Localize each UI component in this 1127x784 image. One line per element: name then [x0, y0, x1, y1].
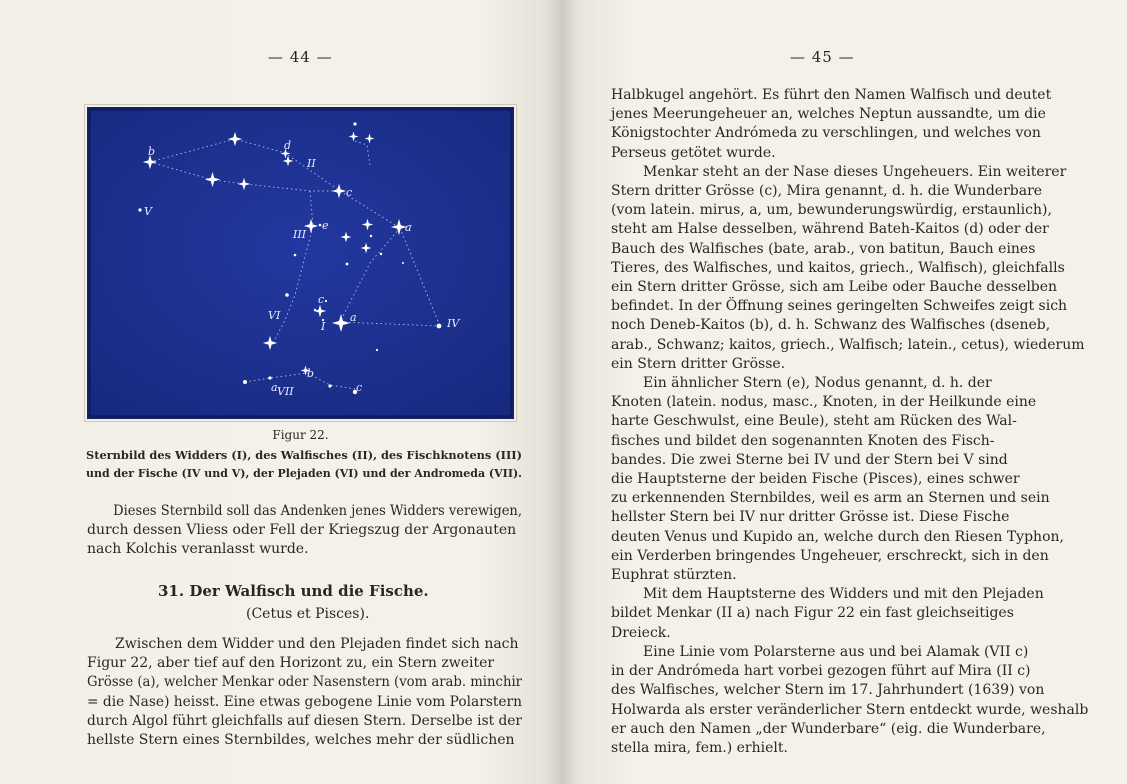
paragraph-argonauts	[87, 502, 553, 560]
text-line: noch Deneb-Kaitos (b), d. h. Schwanz des Walfisches (dseneb,	[611, 317, 1051, 334]
text-line: befindet. In der Öffnung seines geringelten Schweifes zeigt sich	[611, 298, 1068, 315]
text-line: arab., Schwanz; kaitos, griech., Walfisch; latein., cetus), wiederum	[611, 336, 1085, 353]
text-line: Bauch des Walfisches (bate, arab., von batitun, Bauch eines	[611, 240, 1036, 257]
text-line: stella mira, fem.) erhielt.	[611, 739, 788, 756]
text-line: ein Stern dritter Grösse, sich am Leibe oder Bauche desselben	[611, 279, 1058, 296]
label: a	[405, 221, 412, 234]
text-line: = die Nase) heisst. Eine etwas gebogene Linie vom Polarstern	[87, 693, 522, 710]
text-line: durch dessen Vliess oder Fell der Kriegszug der Argonauten	[87, 522, 517, 539]
label: c	[356, 381, 363, 394]
label: IV	[447, 317, 460, 330]
label: V	[144, 205, 152, 218]
text-line: Euphrat stürzten.	[611, 567, 737, 584]
page-number-left: — 44 —	[268, 48, 333, 66]
text-line: durch Algol führt gleichfalls auf diesen Stern. Derselbe ist der	[87, 712, 522, 729]
text-line: Grösse (a), welcher Menkar oder Nasenstern (vom arab. minchir	[87, 674, 522, 691]
label: c	[318, 293, 325, 306]
text-line: (vom latein. mirus, a, um, bewunderungswürdig, erstaunlich),	[611, 202, 1052, 219]
text-line: die Hauptsterne der beiden Fische (Pisces), eines schwer	[611, 471, 1020, 488]
label: II	[307, 157, 316, 170]
label: I	[321, 320, 326, 333]
text-line: ein Stern dritter Grösse.	[611, 355, 786, 372]
text-line: Ein ähnlicher Stern (e), Nodus genannt, d. h. der	[643, 375, 992, 392]
text-line: bandes. Die zwei Sterne bei IV und der Stern bei V sind	[611, 451, 1008, 468]
text-line: des Walfisches, welcher Stern im 17. Jahrhundert (1639) von	[611, 682, 1045, 699]
text-line: fisches und bildet den sogenannten Knoten des Fisch-	[611, 432, 995, 449]
text-line: Holwarda als erster veränderlicher Stern entdeckt wurde, weshalb	[611, 701, 1089, 718]
label: b	[307, 367, 315, 380]
figure-number: Figur 22.	[272, 428, 329, 442]
text-line: Perseus getötet wurde.	[611, 144, 776, 161]
left-page	[0, 0, 562, 784]
label: a	[350, 311, 357, 324]
caption-line: Sternbild des Widders (I), des Walfisches (II), des Fischknotens (III)	[86, 448, 522, 462]
text-line: Eine Linie vom Polarsterne aus und bei Alamak (VII c)	[643, 643, 1029, 660]
label: c	[346, 186, 353, 199]
text-line: steht am Halse desselben, während Bateh-Kaitos (d) oder der	[611, 221, 1049, 238]
text-line: Zwischen dem Widder und den Plejaden findet sich nach	[115, 636, 519, 652]
page-number-right: — 45 —	[790, 48, 855, 66]
text-line: bildet Menkar (II a) nach Figur 22 ein fast gleichseitiges	[611, 605, 1014, 622]
label: VI	[268, 309, 281, 322]
text-line: hellster Stern bei IV nur dritter Grösse ist. Diese Fische	[611, 509, 1010, 526]
right-page-text	[611, 86, 1088, 758]
label: b	[148, 145, 156, 158]
star-chart-figure	[84, 104, 517, 422]
right-page	[562, 0, 1127, 784]
label: a	[271, 381, 278, 394]
label: III	[293, 228, 307, 241]
text-line: deuten Venus und Kupido an, welche durch den Riesen Typhon,	[611, 528, 1064, 545]
star-chart	[85, 105, 516, 421]
section-subheading: (Cetus et Pisces).	[246, 606, 370, 622]
text-line: Dreieck.	[611, 624, 671, 641]
text-line: hellste Stern eines Sternbildes, welches mehr der südlichen	[87, 732, 515, 749]
label: VII	[277, 385, 294, 398]
text-line: Dieses Sternbild soll das Andenken jenes Widders verewigen,	[113, 503, 522, 519]
text-line: in der Andrómeda hart vorbei gezogen führt auf Mira (II c)	[611, 663, 1031, 680]
text-line: zu erkennenden Sternbildes, weil es arm an Sternen und sein	[611, 490, 1050, 507]
text-line: Halbkugel angehört. Es führt den Namen Walfisch und deutet	[611, 87, 1052, 103]
figure-caption	[86, 446, 522, 482]
section-heading: 31. Der Walfisch und die Fische.	[158, 582, 429, 600]
label: d	[284, 139, 292, 152]
text-line: er auch den Namen „der Wunderbare“ (eig. die Wunderbare,	[611, 720, 1046, 737]
text-line: Menkar steht an der Nase dieses Ungeheuers. Ein weiterer	[643, 163, 1067, 180]
caption-line: und der Fische (IV und V), der Plejaden (VI) und der Andromeda (VII).	[86, 466, 522, 480]
label: e	[322, 219, 329, 232]
text-line: Figur 22, aber tief auf den Horizont zu, ein Stern zweiter	[87, 655, 495, 672]
text-line: Tieres, des Walfisches, und kaitos, griech., Walfisch), gleichfalls	[611, 259, 1065, 276]
text-line: Mit dem Hauptsterne des Widders und mit den Plejaden	[643, 586, 1044, 603]
text-line: jenes Meerungeheuer an, welches Neptun aussandte, um die	[611, 106, 1046, 123]
text-line: Stern dritter Grösse (c), Mira genannt, d. h. die Wunderbare	[611, 183, 1043, 200]
paragraph-menkar	[87, 635, 548, 750]
text-line: ein Verderben bringendes Ungeheuer, erschreckt, sich in den	[611, 547, 1049, 564]
text-line: nach Kolchis veranlasst wurde.	[87, 541, 309, 558]
text-line: Königstochter Andrómeda zu verschlingen, und welches von	[611, 125, 1041, 142]
text-line: harte Geschwulst, eine Beule), steht am Rücken des Wal-	[611, 413, 1017, 430]
text-line: Knoten (latein. nodus, masc., Knoten, in der Heilkunde eine	[611, 394, 1037, 411]
